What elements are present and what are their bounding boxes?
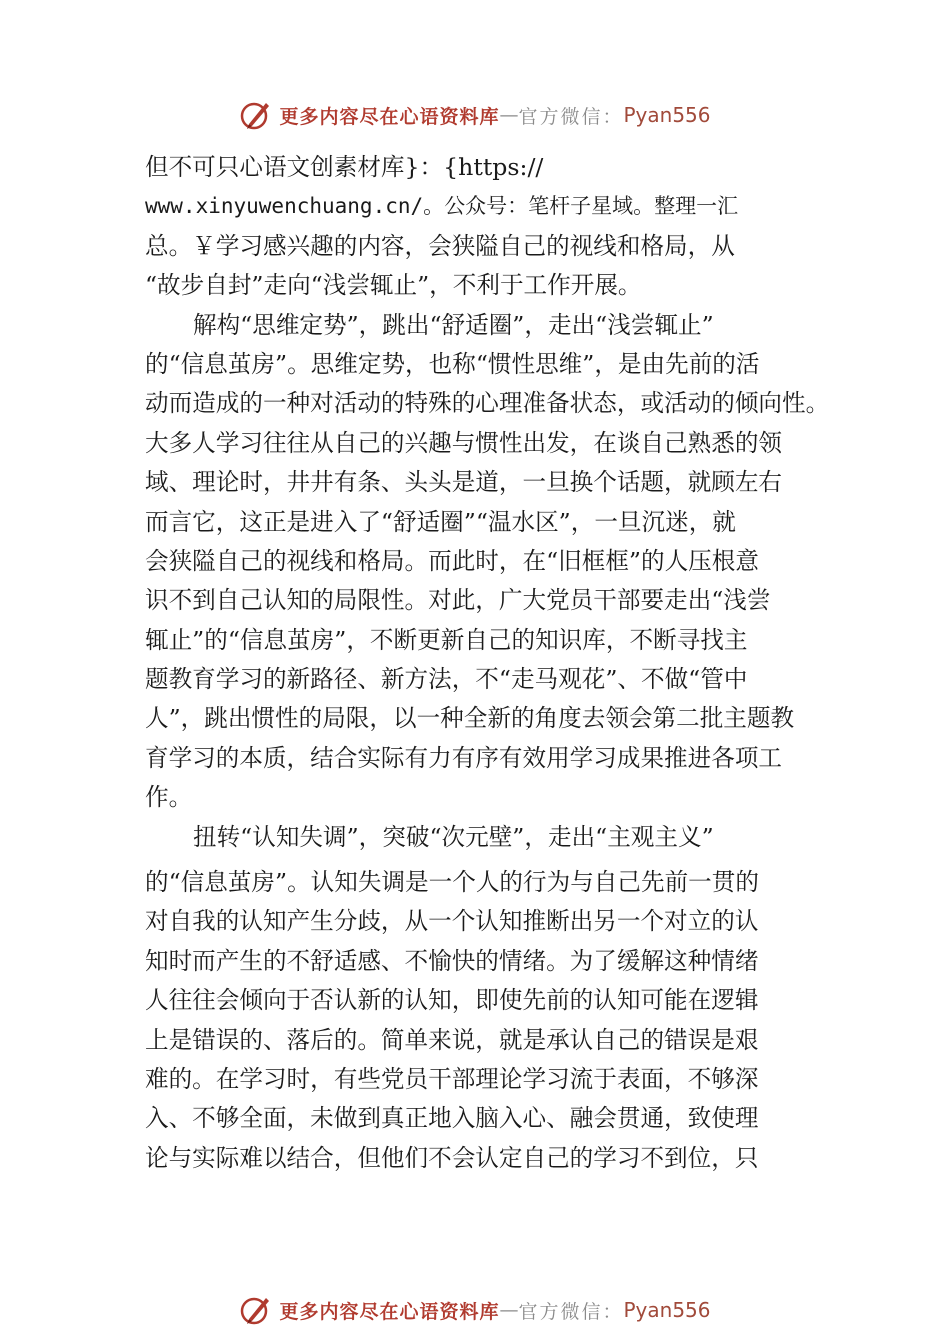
text-line: 但不可只心语文创素材库}：{https:// (145, 153, 544, 181)
banner-wechat-id: Pyan556 (623, 1298, 711, 1322)
text-line: 而言它，这正是进入了“舒适圈”“温水区”，一旦沉迷，就 (145, 507, 736, 536)
text-line: 识不到自己认知的局限性。对此，广大党员干部要走出“浅尝 (145, 586, 771, 615)
banner-red-text: 更多内容尽在心语资料库 (279, 105, 500, 128)
text-line: “故步自封”走向“浅尝辄止”，不利于工作开展。 (145, 271, 642, 300)
text-line: www.xinyuwenchuang.cn/。公众号：笔杆子星域。整理一汇 (145, 194, 739, 219)
text-line: 上是错误的、落后的。简单来说，就是承认自己的错误是艰 (145, 1025, 759, 1054)
banner-wechat-label: 官方微信： (518, 1300, 624, 1323)
text-line: 域、理论时，井井有条、头头是道，一旦换个话题，就顾左右 (145, 468, 783, 497)
banner-red-text: 更多内容尽在心语资料库 (279, 1300, 500, 1323)
text-line: 动而造成的一种对活动的特殊的心理准备状态，或活动的倾向性。 (145, 389, 830, 418)
text-line: 题教育学习的新路径、新方法，不“走马观花”、不做“管中 (145, 665, 748, 694)
header-banner (0, 95, 950, 135)
banner-dash: — (499, 104, 519, 126)
paragraph-start-line: 解构“思维定势”，跳出“舒适圈”，走出“浅尝辄止” (193, 310, 714, 339)
text-line: 论与实际难以结合，但他们不会认定自己的学习不到位，只 (145, 1143, 759, 1172)
paragraph-start-line: 扭转“认知失调”，突破“次元壁”，走出“主观主义” (193, 822, 714, 851)
banner-wechat-label: 官方微信： (518, 105, 624, 128)
text-line: 难的。在学习时，有些党员干部理论学习流于表面，不够深 (145, 1064, 759, 1093)
pen-in-circle-logo-icon (239, 1293, 273, 1327)
document-body (145, 148, 835, 1178)
text-line: 大多人学习往往从自己的兴趣与惯性出发，在谈自己熟悉的领 (145, 428, 783, 457)
banner-wechat-id: Pyan556 (623, 103, 711, 127)
footer-banner (0, 1290, 950, 1330)
text-line: 对自我的认知产生分歧，从一个认知推断出另一个对立的认 (145, 907, 759, 936)
text-line: 辄止”的“信息茧房”，不断更新自己的知识库，不断寻找主 (145, 625, 748, 654)
text-line: 知时而产生的不舒适感、不愉快的情绪。为了缓解这种情绪 (145, 946, 759, 975)
pen-in-circle-logo-icon (239, 98, 273, 132)
text-line: 的“信息茧房”。思维定势，也称“惯性思维”，是由先前的活 (145, 349, 760, 378)
text-line: 的“信息茧房”。认知失调是一个人的行为与自己先前一贯的 (145, 868, 759, 897)
text-line: 作。 (145, 783, 193, 812)
banner-dash: — (499, 1299, 519, 1321)
text-line: 总。￥学习感兴趣的内容，会狭隘自己的视线和格局，从 (145, 231, 735, 260)
text-line: 入、不够全面，未做到真正地入脑入心、融会贯通，致使理 (145, 1104, 759, 1133)
text-line: 人”，跳出惯性的局限，以一种全新的角度去领会第二批主题教 (145, 704, 795, 733)
text-line: 人往往会倾向于否认新的认知，即使先前的认知可能在逻辑 (145, 986, 759, 1015)
text-line: 会狭隘自己的视线和格局。而此时，在“旧框框”的人压根意 (145, 546, 759, 575)
text-line: 育学习的本质，结合实际有力有序有效用学习成果推进各项工 (145, 743, 783, 772)
